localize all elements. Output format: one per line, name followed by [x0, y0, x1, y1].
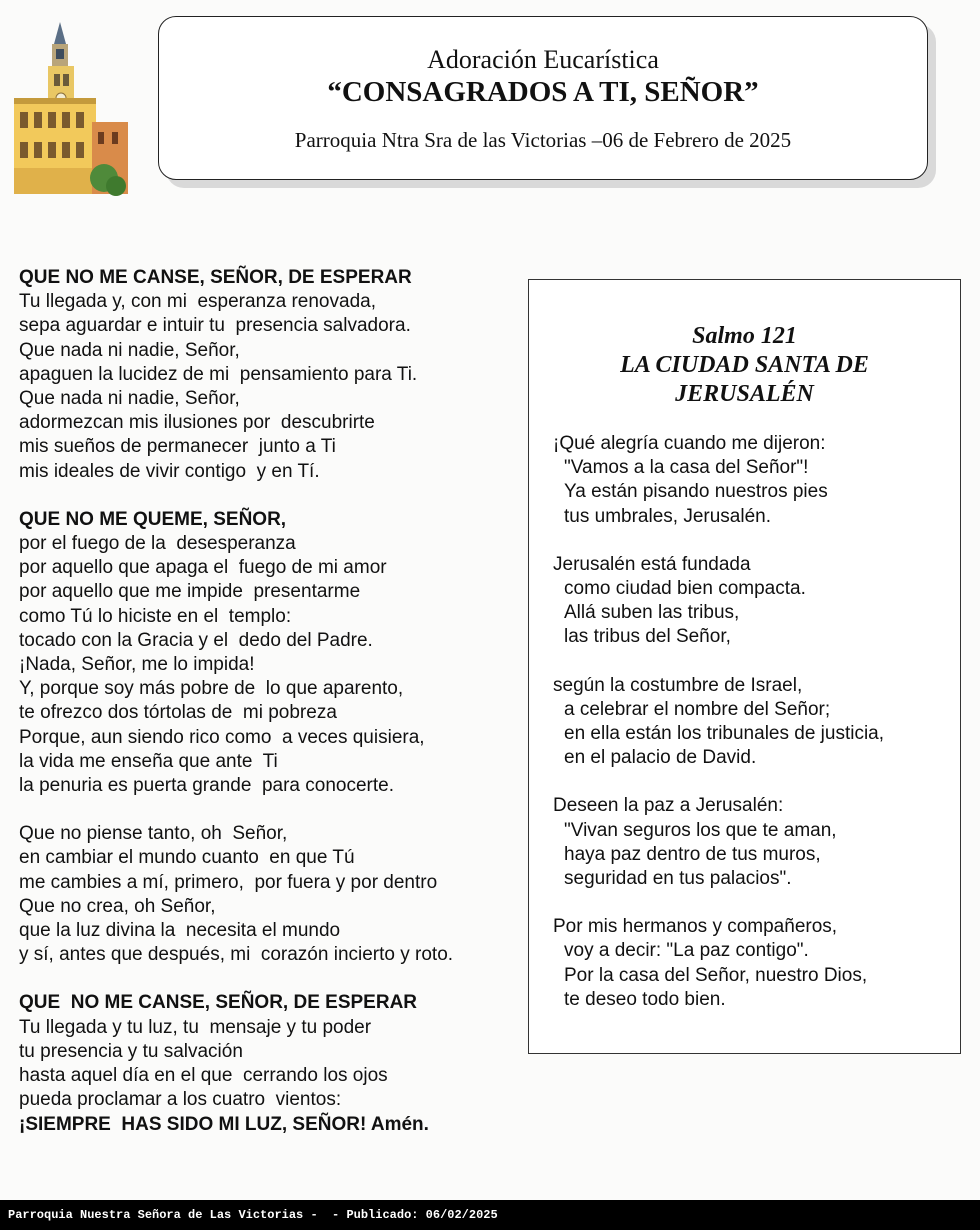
psalm-stanza	[553, 794, 884, 891]
poem-closing-line: ¡SIEMPRE HAS SIDO MI LUZ, SEÑOR! Amén.	[19, 1113, 429, 1135]
psalm-line: según la costumbre de Israel,	[553, 674, 803, 696]
psalm-line: las tribus del Señor,	[564, 626, 731, 648]
poem-stanza	[19, 991, 519, 1136]
poem-line: adormezcan mis ilusiones por descubrirte	[19, 412, 375, 434]
stanza-heading: QUE NO ME CANSE, SEÑOR, DE ESPERAR	[19, 992, 418, 1014]
poem-line: Que nada ni nadie, Señor,	[19, 339, 240, 361]
poem-line: mis sueños de permanecer junto a Ti	[19, 436, 336, 458]
poem-stanza	[19, 822, 519, 967]
poem-line: la vida me enseña que ante Ti	[19, 750, 278, 772]
psalm-title-line2: JERUSALÉN	[675, 381, 814, 407]
poem-line: Que no crea, oh Señor,	[19, 895, 216, 917]
psalm-line: "Vivan seguros los que te aman,	[564, 819, 837, 841]
psalm-line: Deseen la paz a Jerusalén:	[553, 795, 784, 817]
poem-line: por el fuego de la desesperanza	[19, 533, 296, 555]
psalm-body	[553, 432, 884, 1036]
psalm-stanza	[553, 915, 884, 1012]
stanza-heading: QUE NO ME CANSE, SEÑOR, DE ESPERAR	[19, 267, 412, 288]
psalm-line: ¡Qué alegría cuando me dijeron:	[553, 433, 826, 454]
psalm-line: en ella están los tribunales de justicia,	[564, 723, 885, 745]
poem-line: apaguen la lucidez de mi pensamiento para Ti.	[19, 363, 418, 385]
poem-line: Que no piense tanto, oh Señor,	[19, 823, 288, 845]
psalm-stanza	[553, 553, 884, 650]
psalm-stanza	[553, 432, 884, 529]
poem-stanza	[19, 508, 519, 798]
psalm-line: "Vamos a la casa del Señor"!	[564, 457, 809, 479]
poem-line: tu presencia y tu salvación	[19, 1040, 243, 1062]
poem-line: hasta aquel día en el que cerrando los ojos	[19, 1065, 388, 1087]
stanza-heading: QUE NO ME QUEME, SEÑOR,	[19, 508, 287, 530]
poem-line: mis ideales de vivir contigo y en Tí.	[19, 460, 320, 482]
footer-bar: Parroquia Nuestra Señora de Las Victorias - - Publicado: 06/02/2025	[0, 1200, 980, 1230]
psalm-line: a celebrar el nombre del Señor;	[564, 698, 831, 720]
poem-stanza	[19, 266, 519, 484]
poem-line: por aquello que me impide presentarme	[19, 581, 361, 603]
poem-line: pueda proclamar a los cuatro vientos:	[19, 1089, 342, 1111]
header-title: “CONSAGRADOS A TI, SEÑOR”	[327, 76, 759, 108]
poem	[19, 266, 519, 1161]
psalm-line: haya paz dentro de tus muros,	[564, 843, 821, 865]
poem-line: Y, porque soy más pobre de lo que aparento,	[19, 678, 404, 700]
poem-line: me cambies a mí, primero, por fuera y por dentro	[19, 871, 438, 893]
header-box	[158, 16, 928, 180]
poem-line: la penuria es puerta grande para conocerte.	[19, 775, 394, 797]
psalm-line: te deseo todo bien.	[564, 988, 726, 1010]
church-tower-illustration	[12, 18, 130, 196]
poem-line: tocado con la Gracia y el dedo del Padre.	[19, 629, 373, 651]
poem-line: Porque, aun siendo rico como a veces quisiera,	[19, 726, 425, 748]
poem-line: Tu llegada y, con mi esperanza renovada,	[19, 291, 376, 313]
poem-line: te ofrezco dos tórtolas de mi pobreza	[19, 702, 337, 724]
poem-line: sepa aguardar e intuir tu presencia salvadora.	[19, 315, 411, 337]
psalm-line: voy a decir: "La paz contigo".	[564, 940, 809, 962]
poem-line: Que nada ni nadie, Señor,	[19, 388, 240, 410]
psalm-line: Jerusalén está fundada	[553, 553, 751, 575]
psalm-line: seguridad en tus palacios".	[564, 868, 792, 890]
psalm-title-line1: LA CIUDAD SANTA DE	[620, 352, 869, 378]
psalm-stanza	[553, 674, 884, 771]
poem-line: ¡Nada, Señor, me lo impida!	[19, 654, 255, 676]
poem-line: Tu llegada y tu luz, tu mensaje y tu poder	[19, 1016, 372, 1038]
psalm-line: Por la casa del Señor, nuestro Dios,	[564, 964, 868, 986]
header-subtitle: Adoración Eucarística	[427, 45, 659, 74]
header-parish-date: Parroquia Ntra Sra de las Victorias –06 de Febrero de 2025	[294, 128, 792, 152]
psalm-line: Por mis hermanos y compañeros,	[553, 916, 838, 938]
poem-line: por aquello que apaga el fuego de mi amor	[19, 557, 387, 579]
psalm-number: Salmo 121	[692, 323, 797, 349]
psalm-line: en el palacio de David.	[564, 747, 757, 769]
psalm-line: tus umbrales, Jerusalén.	[564, 505, 771, 527]
poem-line: en cambiar el mundo cuanto en que Tú	[19, 847, 355, 869]
psalm-line: como ciudad bien compacta.	[564, 578, 806, 600]
poem-line: que la luz divina la necesita el mundo	[19, 920, 341, 942]
psalm-line: Ya están pisando nuestros pies	[564, 481, 828, 503]
poem-line: como Tú lo hiciste en el templo:	[19, 605, 292, 627]
psalm-box	[528, 279, 961, 1054]
psalm-line: Allá suben las tribus,	[564, 602, 740, 624]
poem-line: y sí, antes que después, mi corazón incierto y roto.	[19, 944, 454, 966]
